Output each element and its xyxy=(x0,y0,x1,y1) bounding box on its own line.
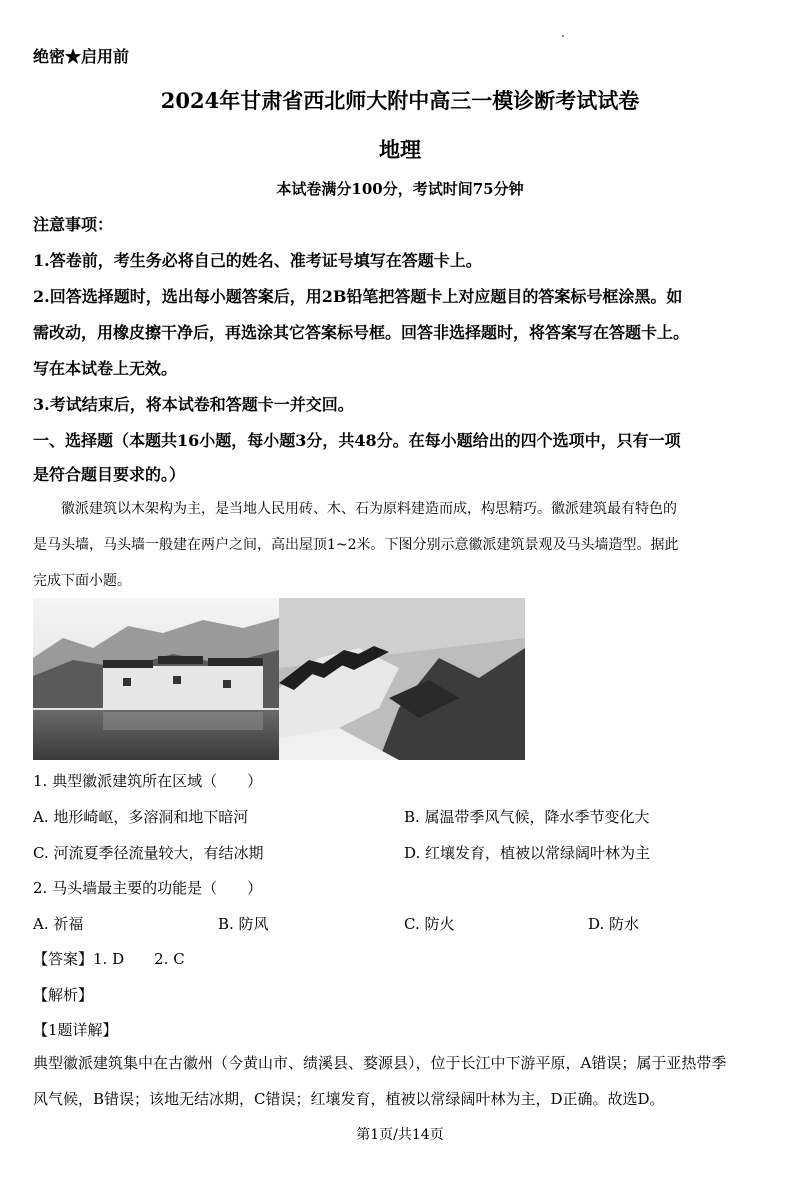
question-1-option-b[interactable]: B. 属温带季风气候，降水季节变化大 xyxy=(404,808,650,826)
notice-item-2-line-2: 需改动，用橡皮擦干净后，再选涂其它答案标号框。回答非选择题时，将答案写在答题卡上。 xyxy=(33,323,690,342)
passage-line-2: 是马头墙，马头墙一般建在两户之间，高出屋顶1~2米。下图分别示意徽派建筑景观及马头墙造型。据此 xyxy=(33,537,679,553)
huizhou-village-photo xyxy=(33,598,279,760)
question-2-option-a[interactable]: A. 祈福 xyxy=(33,915,84,933)
horse-head-wall-photo xyxy=(279,598,525,760)
question-2-option-d[interactable]: D. 防水 xyxy=(588,915,640,933)
notice-heading: 注意事项： xyxy=(33,215,114,234)
answer-1: 1. D xyxy=(93,950,125,968)
exam-title: 2024年甘肃省西北师大附中高三一模诊断考试试卷 xyxy=(160,88,640,113)
detail-label: 【1题详解】 xyxy=(33,1021,118,1039)
passage-line-1: 徽派建筑以木架构为主，是当地人民用砖、木、石为原料建造而成，构思精巧。徽派建筑最有特色的 xyxy=(61,501,677,517)
notice-item-2-line-3: 写在本试卷上无效。 xyxy=(33,359,178,378)
question-1-option-d[interactable]: D. 红壤发育，植被以常绿阔叶林为主 xyxy=(404,844,651,862)
question-1-option-a[interactable]: A. 地形崎岖，多溶洞和地下暗河 xyxy=(33,808,249,826)
analysis-label: 【解析】 xyxy=(33,986,94,1004)
question-1-option-c[interactable]: C. 河流夏季径流量较大，有结冰期 xyxy=(33,844,264,862)
subject-title: 地理 xyxy=(379,137,421,162)
notice-item-1: 1.答卷前，考生务必将自己的姓名、准考证号填写在答题卡上。 xyxy=(33,251,482,270)
analysis-line-2: 风气候，B错误；该地无结冰期，C错误；红壤发育，植被以常绿阔叶林为主，D正确。故选D。 xyxy=(33,1090,665,1108)
notice-item-2-line-1: 2.回答选择题时，选出每小题答案后，用2B铅笔把答题卡上对应题目的答案标号框涂黑。如 xyxy=(33,287,683,306)
answer-2: 2. C xyxy=(154,950,185,968)
question-2-stem: 2. 马头墙最主要的功能是（ ） xyxy=(33,879,263,897)
analysis-line-1: 典型徽派建筑集中在古徽州（今黄山市、绩溪县、婺源县），位于长江中下游平原，A错误；属于亚热带季 xyxy=(33,1054,727,1072)
question-2-option-b[interactable]: B. 防风 xyxy=(218,915,269,933)
section-heading-line-1: 一、选择题（本题共16小题，每小题3分，共48分。在每小题给出的四个选项中，只有一项 xyxy=(33,431,681,450)
passage-line-3: 完成下面小题。 xyxy=(33,573,131,589)
answer-row xyxy=(33,948,185,969)
scan-speck xyxy=(562,35,564,37)
exam-info: 本试卷满分100分，考试时间75分钟 xyxy=(276,180,524,198)
secret-label: 绝密★启用前 xyxy=(33,47,130,66)
question-1-stem: 1. 典型徽派建筑所在区域（ ） xyxy=(33,772,263,790)
question-2-option-c[interactable]: C. 防火 xyxy=(404,915,455,933)
answer-label: 【答案】 xyxy=(33,950,94,968)
notice-item-3: 3.考试结束后，将本试卷和答题卡一并交回。 xyxy=(33,395,354,414)
page-number: 第1页/共14页 xyxy=(356,1127,444,1143)
section-heading-line-2: 是符合题目要求的。） xyxy=(33,465,186,484)
